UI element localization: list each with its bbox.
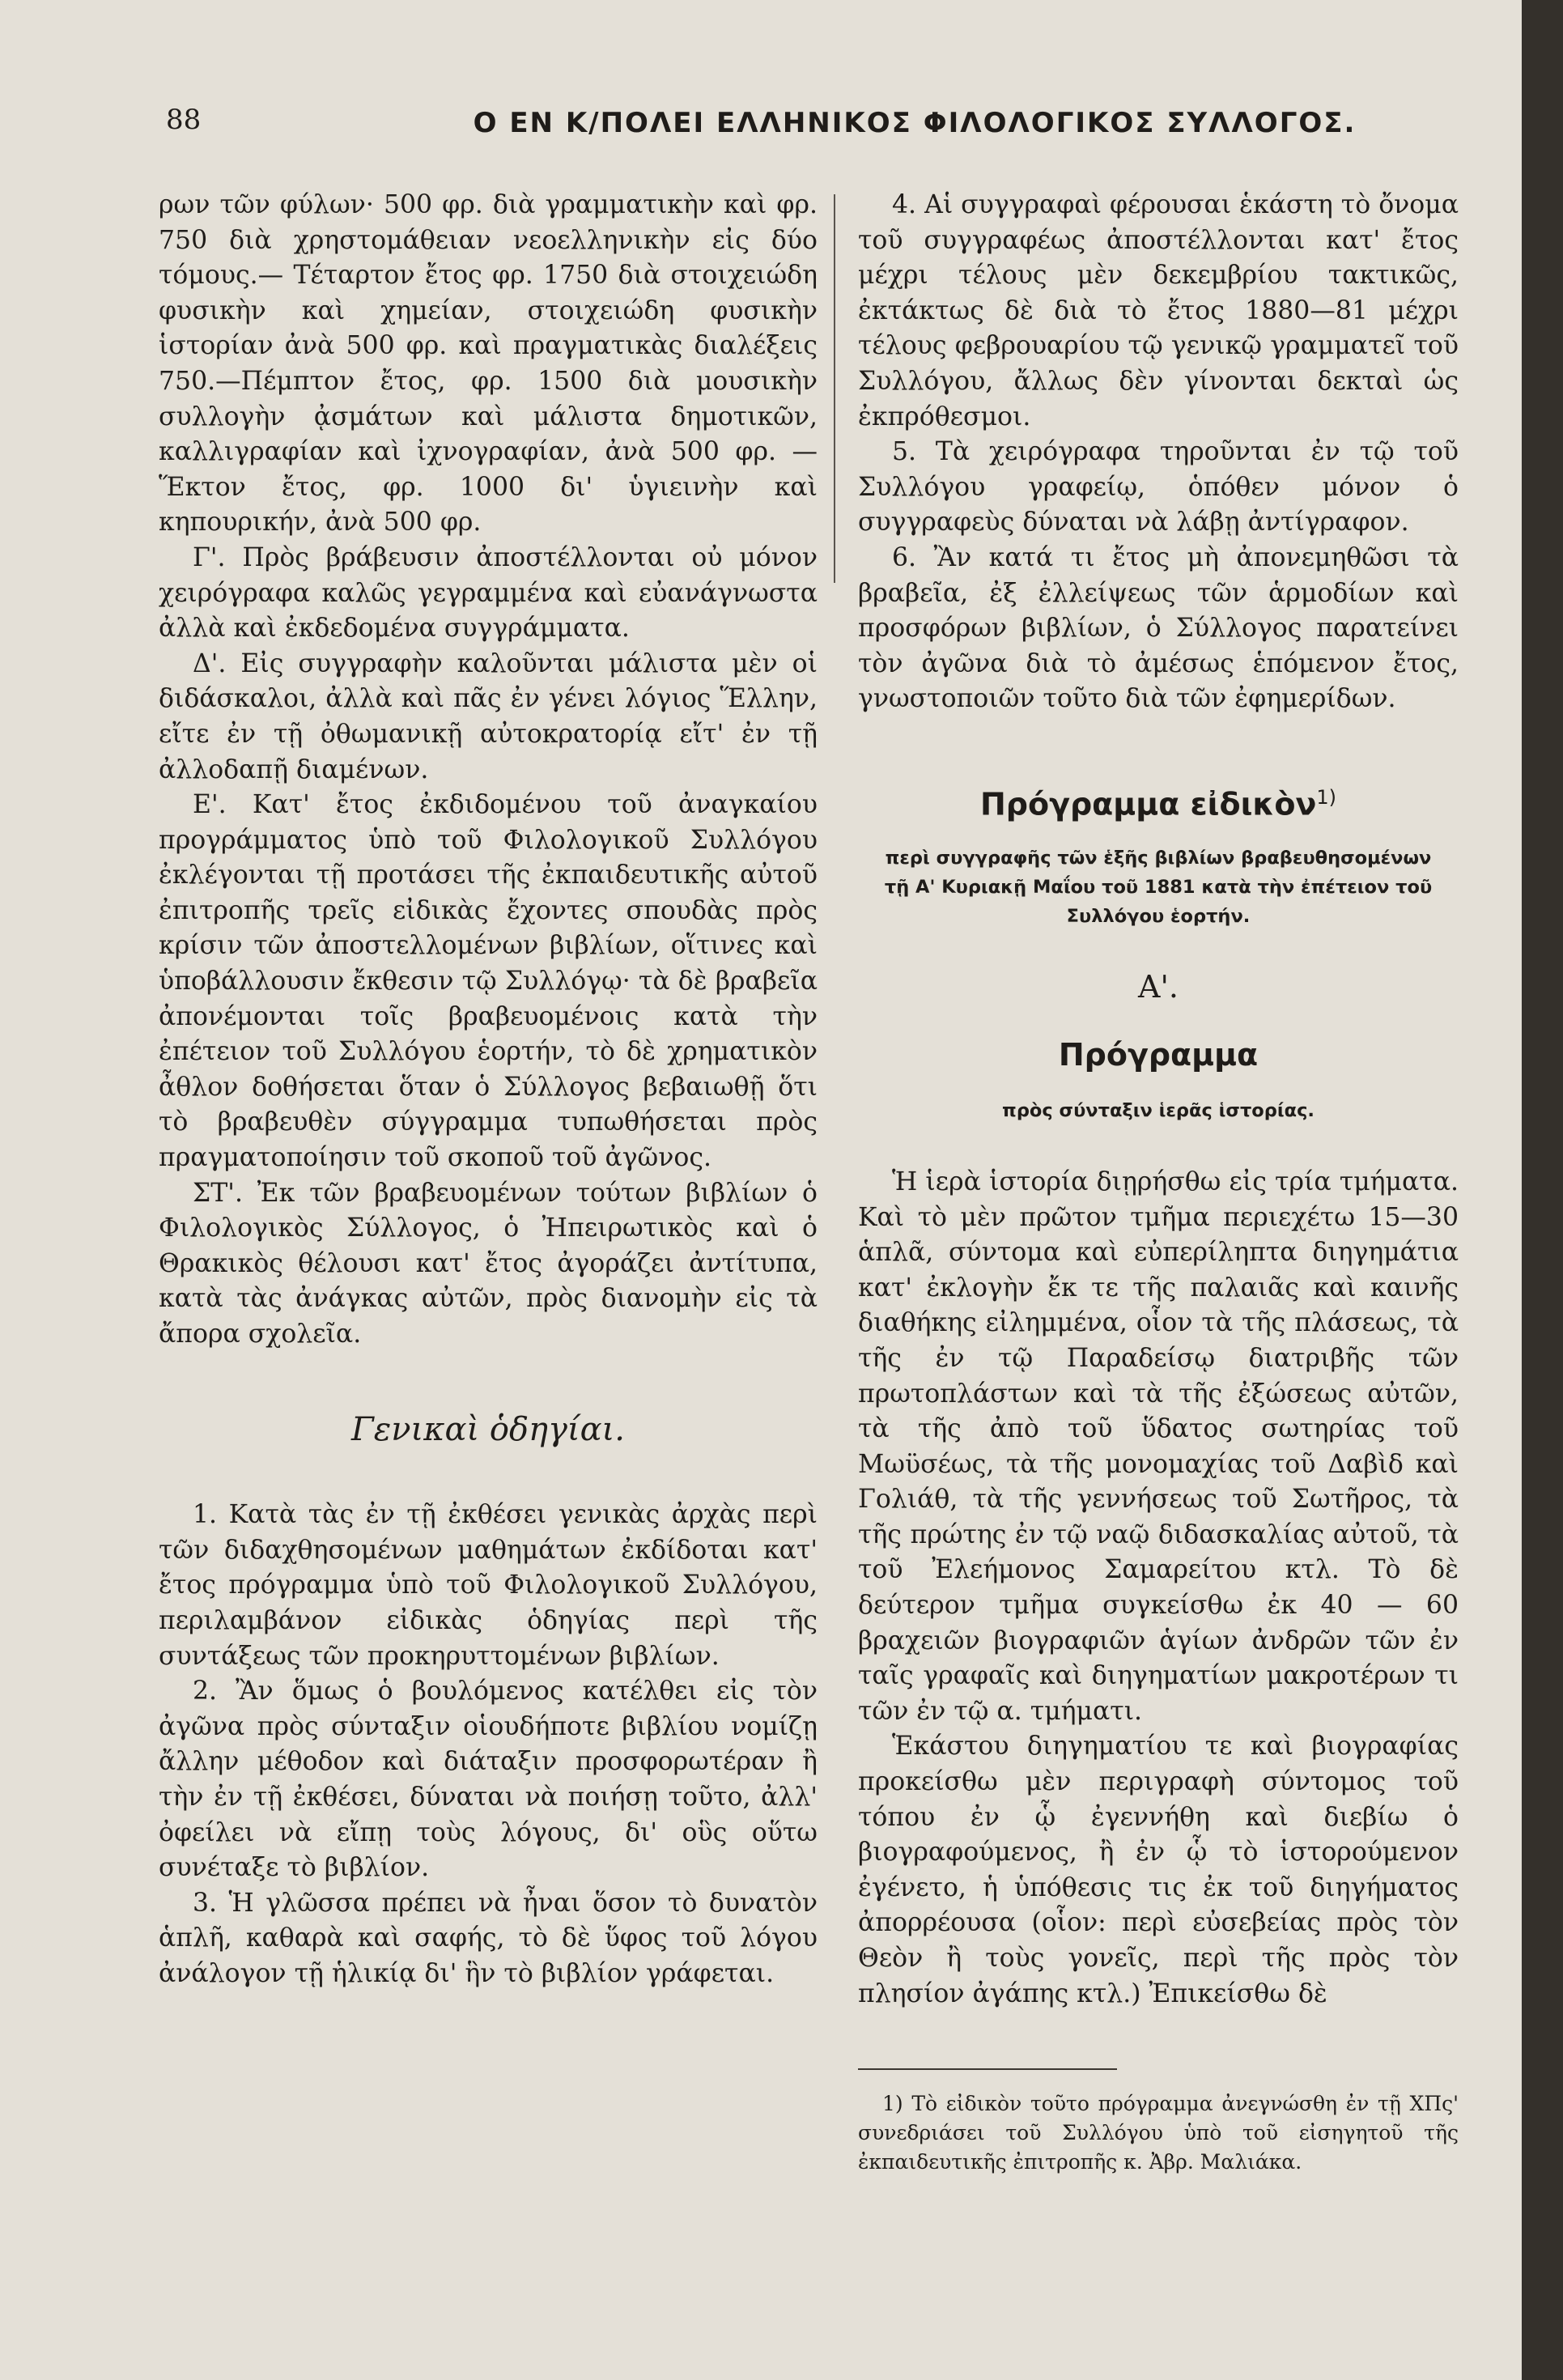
clause-delta: Δ'. Εἰς συγγραφὴν καλοῦνται μάλιστα μὲν οἱ διδάσκαλοι, ἀλλὰ καὶ πᾶς ἐν γένει λόγιος Ἕλλην, εἴτε ἐν τῇ ὀθωμανικῇ αὐτοκρατορίᾳ εἴτ' ἐν τῇ ἀλλοδαπῇ διαμένων. xyxy=(159,648,818,784)
program-subtitle: πρὸς σύνταξιν ἱερᾶς ἱστορίας. xyxy=(1002,1100,1315,1122)
special-program-title xyxy=(858,780,1459,822)
sacred-history-paragraph-1: Ἡ ἱερὰ ἱστορία διῃρήσθω εἰς τρία τμήματα. Καὶ τὸ μὲν πρῶτον τμῆμα περιεχέτω 15—30 ἁπλᾶ, σύντομα καὶ εὐπερίληπτα διηγημάτια κατ' ἐκλογὴν ἔκ τε τῆς παλαιᾶς καὶ καινῆς διαθήκης εἰλημμένα, οἷον τὰ τῆς πλάσεως, τὰ τῆς ἐν τῷ Παραδείσῳ διατριβῆς τῶν πρωτοπλάστων καὶ τὰ τῆς ἐξώσεως αὐτῶν, τὰ τῆς ἀπὸ τοῦ ὕδατος σωτηρίας τοῦ Μωϋσέως, τὰ τῆς μονομαχίας τοῦ Δαβὶδ καὶ Γολιάθ, τὰ τῆς γεννήσεως τοῦ Σωτῆρος, τὰ τῆς πρώτης ἐν τῷ ναῷ διδασκαλίας αὐτοῦ, τὰ τοῦ Ἐλεήμονος Σαμαρείτου κτλ. Τὸ δὲ δεύτερον τμῆμα συγκείσθω ἐκ 40 — 60 βραχειῶν βιογραφιῶν ἁγίων ἀνδρῶν τῶν ἐν ταῖς γραφαῖς καὶ διηγηματίων μακροτέρων τι τῶν ἐν τῷ α. τμήματι. xyxy=(858,1167,1459,1726)
special-program-title-text: Πρόγραμμα εἰδικὸν xyxy=(979,786,1317,822)
right-column xyxy=(858,188,1459,2380)
left-paragraph-continuation: ρων τῶν φύλων· 500 φρ. διὰ γραμματικὴν καὶ φρ. 750 διὰ χρηστομάθειαν νεοελληνικὴν εἰς δύο τόμους.— Τέταρτον ἔτος φρ. 1750 διὰ στοιχειώδη φυσικὴν καὶ χημείαν, στοιχειώδη φυσικὴν ἱστορίαν ἀνὰ 500 φρ. καὶ πραγματικὰς διαλέξεις 750.—Πέμπτον ἔτος, φρ. 1500 διὰ μουσικὴν συλλογὴν ᾀσμάτων καὶ μάλιστα δημοτικῶν, καλλιγραφίαν καὶ ἰχνογραφίαν, ἀνὰ 500 φρ. — Ἕκτον ἔτος, φρ. 1000 δι' ὑγιεινὴν καὶ κηπουρικήν, ἀνὰ 500 φρ. xyxy=(159,190,818,538)
program-title: Πρόγραμμα xyxy=(1058,1036,1259,1073)
clause-gamma: Γ'. Πρὸς βράβευσιν ἀποστέλλονται οὐ μόνον χειρόγραφα καλῶς γεγραμμένα καὶ εὐανάγνωστα ἀλλὰ καὶ ἐκδεδομένα συγγράμματα. xyxy=(159,542,818,644)
footnote-divider xyxy=(858,2068,1117,2070)
instruction-6: 6. Ἂν κατά τι ἔτος μὴ ἀπονεμηθῶσι τὰ βραβεῖα, ἐξ ἐλλείψεως τῶν ἁρμοδίων καὶ προσφόρων βιβλίων, ὁ Σύλλογος παρατείνει τὸν ἀγῶνα διὰ τὸ ἀμέσως ἑπόμενον ἔτος, γνωστοποιῶν τοῦτο διὰ τῶν ἐφημερίδων. xyxy=(858,542,1459,714)
instruction-5: 5. Τὰ χειρόγραφα τηροῦνται ἐν τῷ τοῦ Συλλόγου γραφείῳ, ὁπόθεν μόνον ὁ συγγραφεὺς δύναται νὰ λάβῃ ἀντίγραφον. xyxy=(858,437,1459,538)
page-header xyxy=(166,104,1412,152)
clause-stigma: ΣΤ'. Ἐκ τῶν βραβευομένων τούτων βιβλίων ὁ Φιλολογικὸς Σύλλογος, ὁ Ἠπειρωτικὸς καὶ ὁ Θρακικὸς θέλουσι κατ' ἔτος ἀγοράζει ἀντίτυπα, κατὰ τὰς ἀνάγκας αὐτῶν, πρὸς διανομὴν εἰς τὰ ἄπορα σχολεῖα. xyxy=(159,1178,818,1349)
instruction-1: 1. Κατὰ τὰς ἐν τῇ ἐκθέσει γενικὰς ἀρχὰς περὶ τῶν διδαχθησομένων μαθημάτων ἐκδίδοται κατ' ἔτος πρόγραμμα ὑπὸ τοῦ Φιλολογικοῦ Συλλόγου, περιλαμβάνον εἰδικὰς ὁδηγίας περὶ τῆς συντάξεως τῶν προκηρυττομένων βιβλίων. xyxy=(159,1500,818,1671)
section-letter-alpha: Α'. xyxy=(1138,969,1179,1005)
instruction-4: 4. Αἱ συγγραφαὶ φέρουσαι ἑκάστη τὸ ὄνομα τοῦ συγγραφέως ἀποστέλλονται κατ' ἔτος μέχρι τέλους μὲν δεκεμβρίου τακτικῶς, ἐκτάκτως δὲ διὰ τὸ ἔτος 1880—81 μέχρι τέλους φεβρουαρίου τῷ γενικῷ γραμματεῖ τοῦ Συλλόγου, ἄλλως δὲν γίνονται δεκταὶ ὡς ἐκπρόθεσμοι. xyxy=(858,190,1459,431)
general-instructions-heading: Γενικαὶ ὁδηγίαι. xyxy=(351,1410,625,1448)
special-program-subtitle: περὶ συγγραφῆς τῶν ἑξῆς βιβλίων βραβευθησομένων τῇ Α' Κυριακῇ Μαΐου τοῦ 1881 κατὰ τὴν ἐπέτειον τοῦ Συλλόγου ἑορτήν. xyxy=(884,848,1433,928)
clause-epsilon: Ε'. Κατ' ἔτος ἐκδιδομένου τοῦ ἀναγκαίου προγράμματος ὑπὸ τοῦ Φιλολογικοῦ Συλλόγου ἐκλέγονται τῇ προτάσει τῆς ἐκπαιδευτικῆς αὐτοῦ ἐπιτροπῆς τρεῖς εἰδικὰς ἔχοντες σπουδὰς πρὸς κρίσιν τῶν ἀποστελλομένων βιβλίων, οἵτινες καὶ ὑποβάλλουσιν ἔκθεσιν τῷ Συλλόγῳ· τὰ δὲ βραβεῖα ἀπονέμονται τοῖς βραβευομένοις κατὰ τὴν ἐπέτειον τοῦ Συλλόγου ἑορτήν, τὸ δὲ χρηματικὸν ἆθλον δοθήσεται ὅταν ὁ Σύλλογος βεβαιωθῇ ὅτι τὸ βραβευθὲν σύγγραμμα τυπωθήσεται πρὸς πραγματοποίησιν τοῦ σκοποῦ τοῦ ἀγῶνος. xyxy=(159,790,818,1173)
page-edge-shadow xyxy=(1522,0,1563,2380)
column-divider xyxy=(834,194,835,583)
sacred-history-paragraph-2: Ἑκάστου διηγηματίου τε καὶ βιογραφίας προκείσθω μὲν περιγραφὴ σύντομος τοῦ τόπου ἐν ᾧ ἐγεννήθη καὶ διεβίω ὁ βιογραφούμενος, ἢ ἐν ᾧ τὸ ἱστορούμενον ἐγένετο, ἡ ὑπόθεσις τις ἐκ τοῦ διηγήματος ἀπορρέουσα (οἷον: περὶ εὐσεβείας πρὸς τὸν Θεὸν ἢ τοὺς γονεῖς, περὶ τῆς πρὸς τὸν πλησίον ἀγάπης κτλ.) Ἐπικείσθω δὲ xyxy=(858,1732,1459,2008)
footnote-marker: 1) xyxy=(1316,785,1337,809)
left-column xyxy=(159,188,818,2380)
instruction-2: 2. Ἂν ὅμως ὁ βουλόμενος κατέλθει εἰς τὸν ἀγῶνα πρὸς σύνταξιν οἱουδήποτε βιβλίου νομίζῃ ἄλλην μέθοδον καὶ διάταξιν προσφορωτέραν ἢ τὴν ἐν τῇ ἐκθέσει, δύναται νὰ ποιήσῃ τοῦτο, ἀλλ' ὀφείλει νὰ εἴπῃ τοὺς λόγους, δι' οὓς οὕτω συνέταξε τὸ βιβλίον. xyxy=(159,1677,818,1883)
running-title: Ο ΕΝ Κ/ΠΟΛΕΙ ΕΛΛΗΝΙΚΟΣ ΦΙΛΟΛΟΓΙΚΟΣ ΣΥΛΛΟΓΟΣ. xyxy=(473,107,1357,139)
page-number: 88 xyxy=(166,104,202,136)
footnote: 1) Τὸ εἰδικὸν τοῦτο πρόγραμμα ἀνεγνώσθη ἐν τῇ ΧΠς' συνεδριάσει τοῦ Συλλόγου ὑπὸ τοῦ εἰσηγητοῦ τῆς ἐκπαιδευτικῆς ἐπιτροπῆς κ. Ἀβρ. Μαλιάκα. xyxy=(858,2092,1459,2174)
instruction-3: 3. Ἡ γλῶσσα πρέπει νὰ ἦναι ὅσον τὸ δυνατὸν ἁπλῆ, καθαρὰ καὶ σαφής, τὸ δὲ ὕφος τοῦ λόγου ἀνάλογον τῇ ἡλικίᾳ δι' ἣν τὸ βιβλίον γράφεται. xyxy=(159,1888,818,1988)
